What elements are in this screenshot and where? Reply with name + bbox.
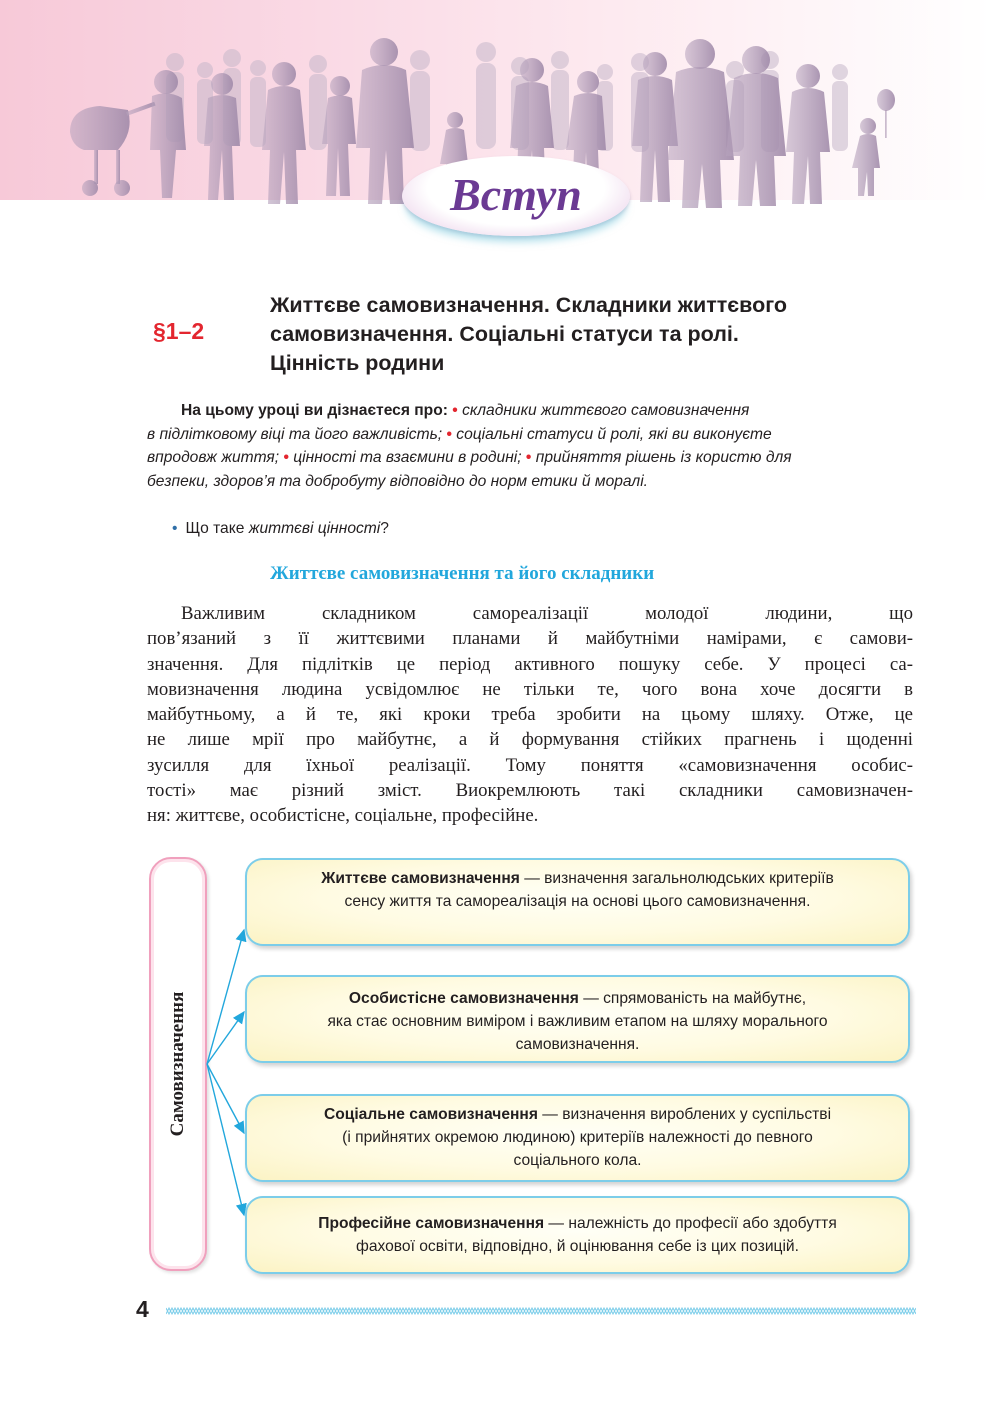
paragraph-line: мовизначення людина усвідомлює не тільки те, чого вона хоче досягти в bbox=[147, 678, 913, 700]
definition-text: — визначення вироблених у суспільстві bbox=[537, 1106, 832, 1123]
definition-text: сенсу життя та самореалізація на основі цього самовизначення. bbox=[344, 893, 811, 910]
definition-text: самовизначення. bbox=[515, 1036, 640, 1053]
bullet-icon: • bbox=[525, 449, 532, 466]
bullet-icon: • bbox=[446, 425, 452, 443]
paragraph-line: пов’язаний з її життєвими планами й майбутніми намірами, є самови- bbox=[147, 628, 913, 650]
intro-text: складники життєвого самовизначення bbox=[462, 402, 750, 419]
definition-text: фахової освіти, відповідно, й оцінювання себе із цих позицій. bbox=[356, 1238, 799, 1255]
arrow-to-item-1 bbox=[207, 930, 244, 1064]
definition-text: (і прийнятих окремою людиною) критеріїв належності до певного bbox=[342, 1129, 813, 1146]
intro-text: безпеки, здоров’я та добробуту відповідно до норм етики й моралі. bbox=[147, 472, 649, 490]
intro-text: соціальні статуси й ролі, які ви виконуєте bbox=[456, 425, 772, 443]
section-number: §1–2 bbox=[153, 318, 205, 344]
definition-box-personal bbox=[245, 975, 910, 1063]
paragraph-line: ня: життєве, особистісне, соціальне, професійне. bbox=[147, 805, 539, 827]
paragraph-line: тості» має різний зміст. Виокремлюють такі складники самовизначен- bbox=[147, 780, 913, 802]
bullet-icon: • bbox=[172, 520, 178, 537]
paragraph-line: значення. Для підлітків це період активного пошуку себе. У процесі са- bbox=[147, 653, 913, 675]
section-title-line: Життєве самовизначення. Складники життєвого bbox=[270, 293, 788, 317]
definition-term: Професійне самовизначення bbox=[318, 1215, 545, 1232]
chapter-title: Вступ bbox=[450, 169, 582, 220]
bullet-icon: • bbox=[283, 449, 289, 466]
question-emphasis: життєві цінності bbox=[248, 520, 381, 537]
definition-text: — визначення загальнолюдських критеріїв bbox=[519, 870, 834, 887]
paragraph-line: не лише мрії про майбутнє, а й формування стійких прагнень і щоденні bbox=[147, 729, 913, 751]
bullet-icon: • bbox=[452, 402, 458, 419]
definition-box-social bbox=[245, 1094, 910, 1182]
decorative-footer-line bbox=[166, 1304, 916, 1318]
arrow-to-item-4 bbox=[207, 1064, 244, 1215]
definition-text: — спрямованість на майбутнє, bbox=[578, 990, 807, 1007]
question-suffix: ? bbox=[380, 520, 389, 537]
intro-text: цінності та взаємини в родині; bbox=[293, 449, 522, 466]
body-paragraph bbox=[147, 601, 913, 829]
paragraph-line: майбутньому, а й те, які кроки треба зробити на цьому шляху. Отже, це bbox=[147, 704, 913, 726]
definition-text: соціального кола. bbox=[513, 1152, 642, 1169]
page-number: 4 bbox=[136, 1296, 149, 1322]
intro-lead: На цьому уроці ви дізнаєтеся про: bbox=[181, 402, 448, 419]
section-title-line: Цінність родини bbox=[270, 351, 445, 375]
paragraph-line: зусилля для їхньої реалізації. Тому поняття «самовизначення особис- bbox=[147, 754, 913, 776]
section-title bbox=[270, 291, 910, 378]
definition-box-professional bbox=[245, 1196, 910, 1274]
definition-term: Соціальне самовизначення bbox=[323, 1106, 538, 1123]
definition-term: Особистісне самовизначення bbox=[348, 990, 579, 1007]
definition-term: Життєве самовизначення bbox=[321, 870, 520, 887]
paragraph-line: Важливим складником самореалізації молодої людини, що bbox=[181, 603, 913, 624]
lesson-intro bbox=[147, 399, 913, 493]
diagram-root-label: Самовизначення bbox=[167, 991, 188, 1137]
intro-text: впродовж життя; bbox=[147, 449, 280, 466]
review-question bbox=[172, 520, 389, 538]
arrow-to-item-3 bbox=[207, 1064, 244, 1133]
intro-text: прийняття рішень із користю для bbox=[535, 449, 792, 466]
definition-box-life bbox=[245, 858, 910, 946]
question-prefix: Що таке bbox=[185, 520, 245, 537]
definition-text: яка стає основним виміром і важливим етапом на шляху морального bbox=[327, 1013, 828, 1030]
arrow-to-item-2 bbox=[207, 1012, 244, 1064]
definition-text: — належність до професії або здобуття bbox=[544, 1215, 837, 1232]
subheading: Життєве самовизначення та його складники bbox=[270, 563, 655, 584]
intro-text: в підлітковому віці та його важливість; bbox=[147, 425, 443, 443]
section-title-line: самовизначення. Соціальні статуси та ролі. bbox=[270, 322, 739, 346]
